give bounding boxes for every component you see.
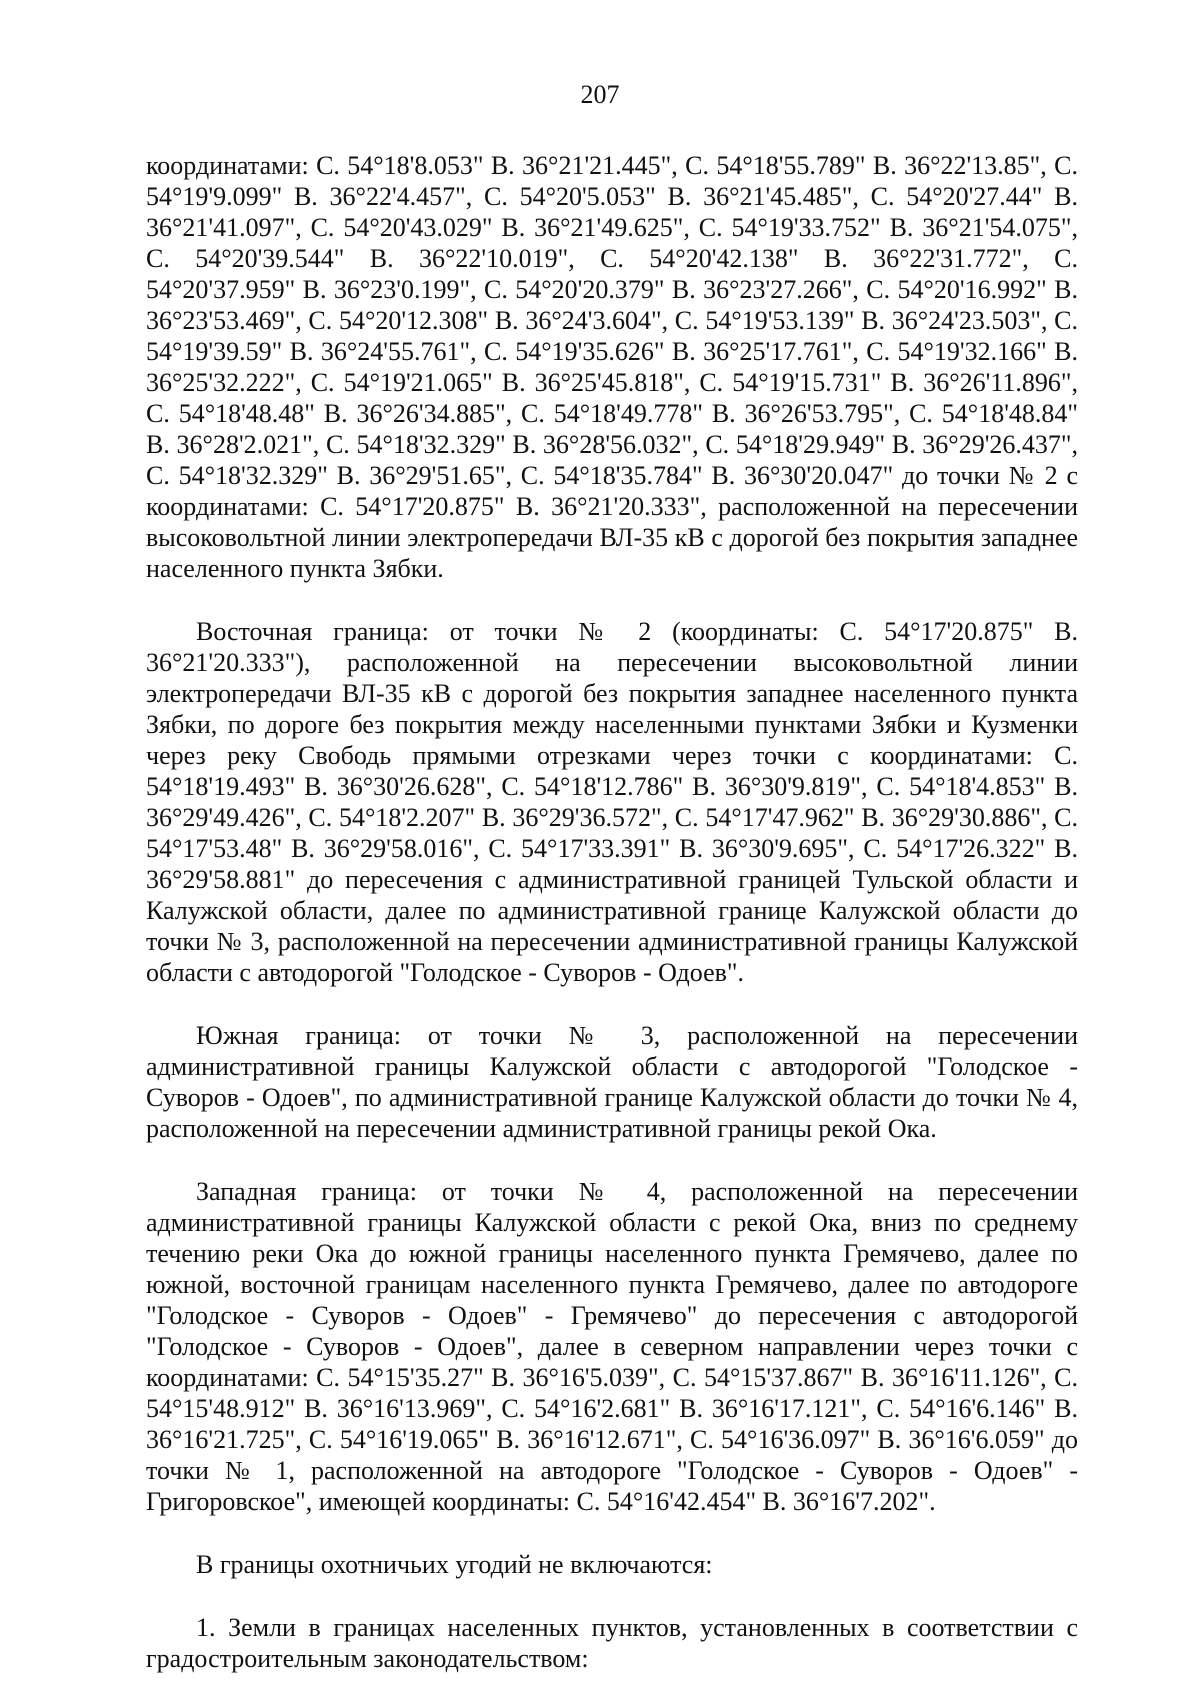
document-body [146,150,1078,1674]
paragraph-exclusion-item-1: 1. Земли в границах населенных пунктов, установленных в соответствии с градостроительным законодательством: [146,1613,1078,1673]
paragraph-exclusions-heading: В границы охотничьих угодий не включаются: [196,1550,713,1579]
paragraph-coordinates-continuation: координатами: С. 54°18'8.053" В. 36°21'21.445", С. 54°18'55.789" В. 36°22'13.85", С. 54°19'9.099" В. 36°22'4.457", С. 54°20'5.053" В. 36°21'45.485", С. 54°20'27.44" В. 36°21'41.097", С. 54°20'43.029" В. 36°21'49.625", С. 54°19'33.752" В. 36°21'54.075", С. 54°20'39.544" В. 36°22'10.019", С. 54°20'42.138" В. 36°22'31.772", С. 54°20'37.959" В. 36°23'0.199", С. 54°20'20.379" В. 36°23'27.266", С. 54°20'16.992" В. 36°23'53.469", С. 54°20'12.308" В. 36°24'3.604", С. 54°19'53.139" В. 36°24'23.503", С. 54°19'39.59" В. 36°24'55.761", С. 54°19'35.626" В. 36°25'17.761", С. 54°19'32.166" В. 36°25'32.222", С. 54°19'21.065" В. 36°25'45.818", С. 54°19'15.731" В. 36°26'11.896", С. 54°18'48.48" В. 36°26'34.885", С. 54°18'49.778" В. 36°26'53.795", С. 54°18'48.84" В. 36°28'2.021", С. 54°18'32.329" В. 36°28'56.032", С. 54°18'29.949" В. 36°29'26.437", С. 54°18'32.329" В. 36°29'51.65", С. 54°18'35.784" В. 36°30'20.047" до точки № 2 с координатами: С. 54°17'20.875" В. 36°21'20.333", расположенной на пересечении высоковольтной линии электропередачи ВЛ-35 кВ с дорогой без покрытия западнее населенного пункта Зябки. [146,151,1078,583]
paragraph-south-boundary: Южная граница: от точки № 3, расположенной на пересечении административной границы Калужской области с автодорогой "Голодское - Суворов - Одоев", по административной границе Калужской области до точки № 4, расположенной на пересечении административной границы рекой Ока. [146,1021,1078,1143]
page-number: 207 [580,80,620,109]
paragraph-west-boundary: Западная граница: от точки № 4, расположенной на пересечении административной границы Калужской области с рекой Ока, вниз по среднему течению реки Ока до южной границы населенного пункта Гремячево, далее по южной, восточной границам населенного пункта Гремячево, далее по автодороге "Голодское - Суворов - Одоев" - Гремячево" до пересечения с автодорогой "Голодское - Суворов - Одоев", далее в северном направлении через точки с координатами: С. 54°15'35.27" В. 36°16'5.039", С. 54°15'37.867" В. 36°16'11.126", С. 54°15'48.912" В. 36°16'13.969", С. 54°16'2.681" В. 36°16'17.121", С. 54°16'6.146" В. 36°16'21.725", С. 54°16'19.065" В. 36°16'12.671", С. 54°16'36.097" В. 36°16'6.059" до точки № 1, расположенной на автодороге "Голодское - Суворов - Одоев" - Григоровское", имеющей координаты: С. 54°16'42.454" В. 36°16'7.202". [146,1177,1078,1516]
paragraph-east-boundary: Восточная граница: от точки № 2 (координаты: С. 54°17'20.875" В. 36°21'20.333"), расположенной на пересечении высоковольтной линии электропередачи ВЛ-35 кВ с дорогой без покрытия западнее населенного пункта Зябки, по дороге без покрытия между населенными пунктами Зябки и Кузменки через реку Свободь прямыми отрезками через точки с координатами: С. 54°18'19.493" В. 36°30'26.628", С. 54°18'12.786" В. 36°30'9.819", С. 54°18'4.853" В. 36°29'49.426", С. 54°18'2.207" В. 36°29'36.572", С. 54°17'47.962" В. 36°29'30.886", С. 54°17'53.48" В. 36°29'58.016", С. 54°17'33.391" В. 36°30'9.695", С. 54°17'26.322" В. 36°29'58.881" до пересечения с административной границей Тульской области и Калужской области, далее по административной границе Калужской области до точки № 3, расположенной на пересечении административной границы Калужской области с автодорогой "Голодское - Суворов - Одоев". [146,617,1078,987]
